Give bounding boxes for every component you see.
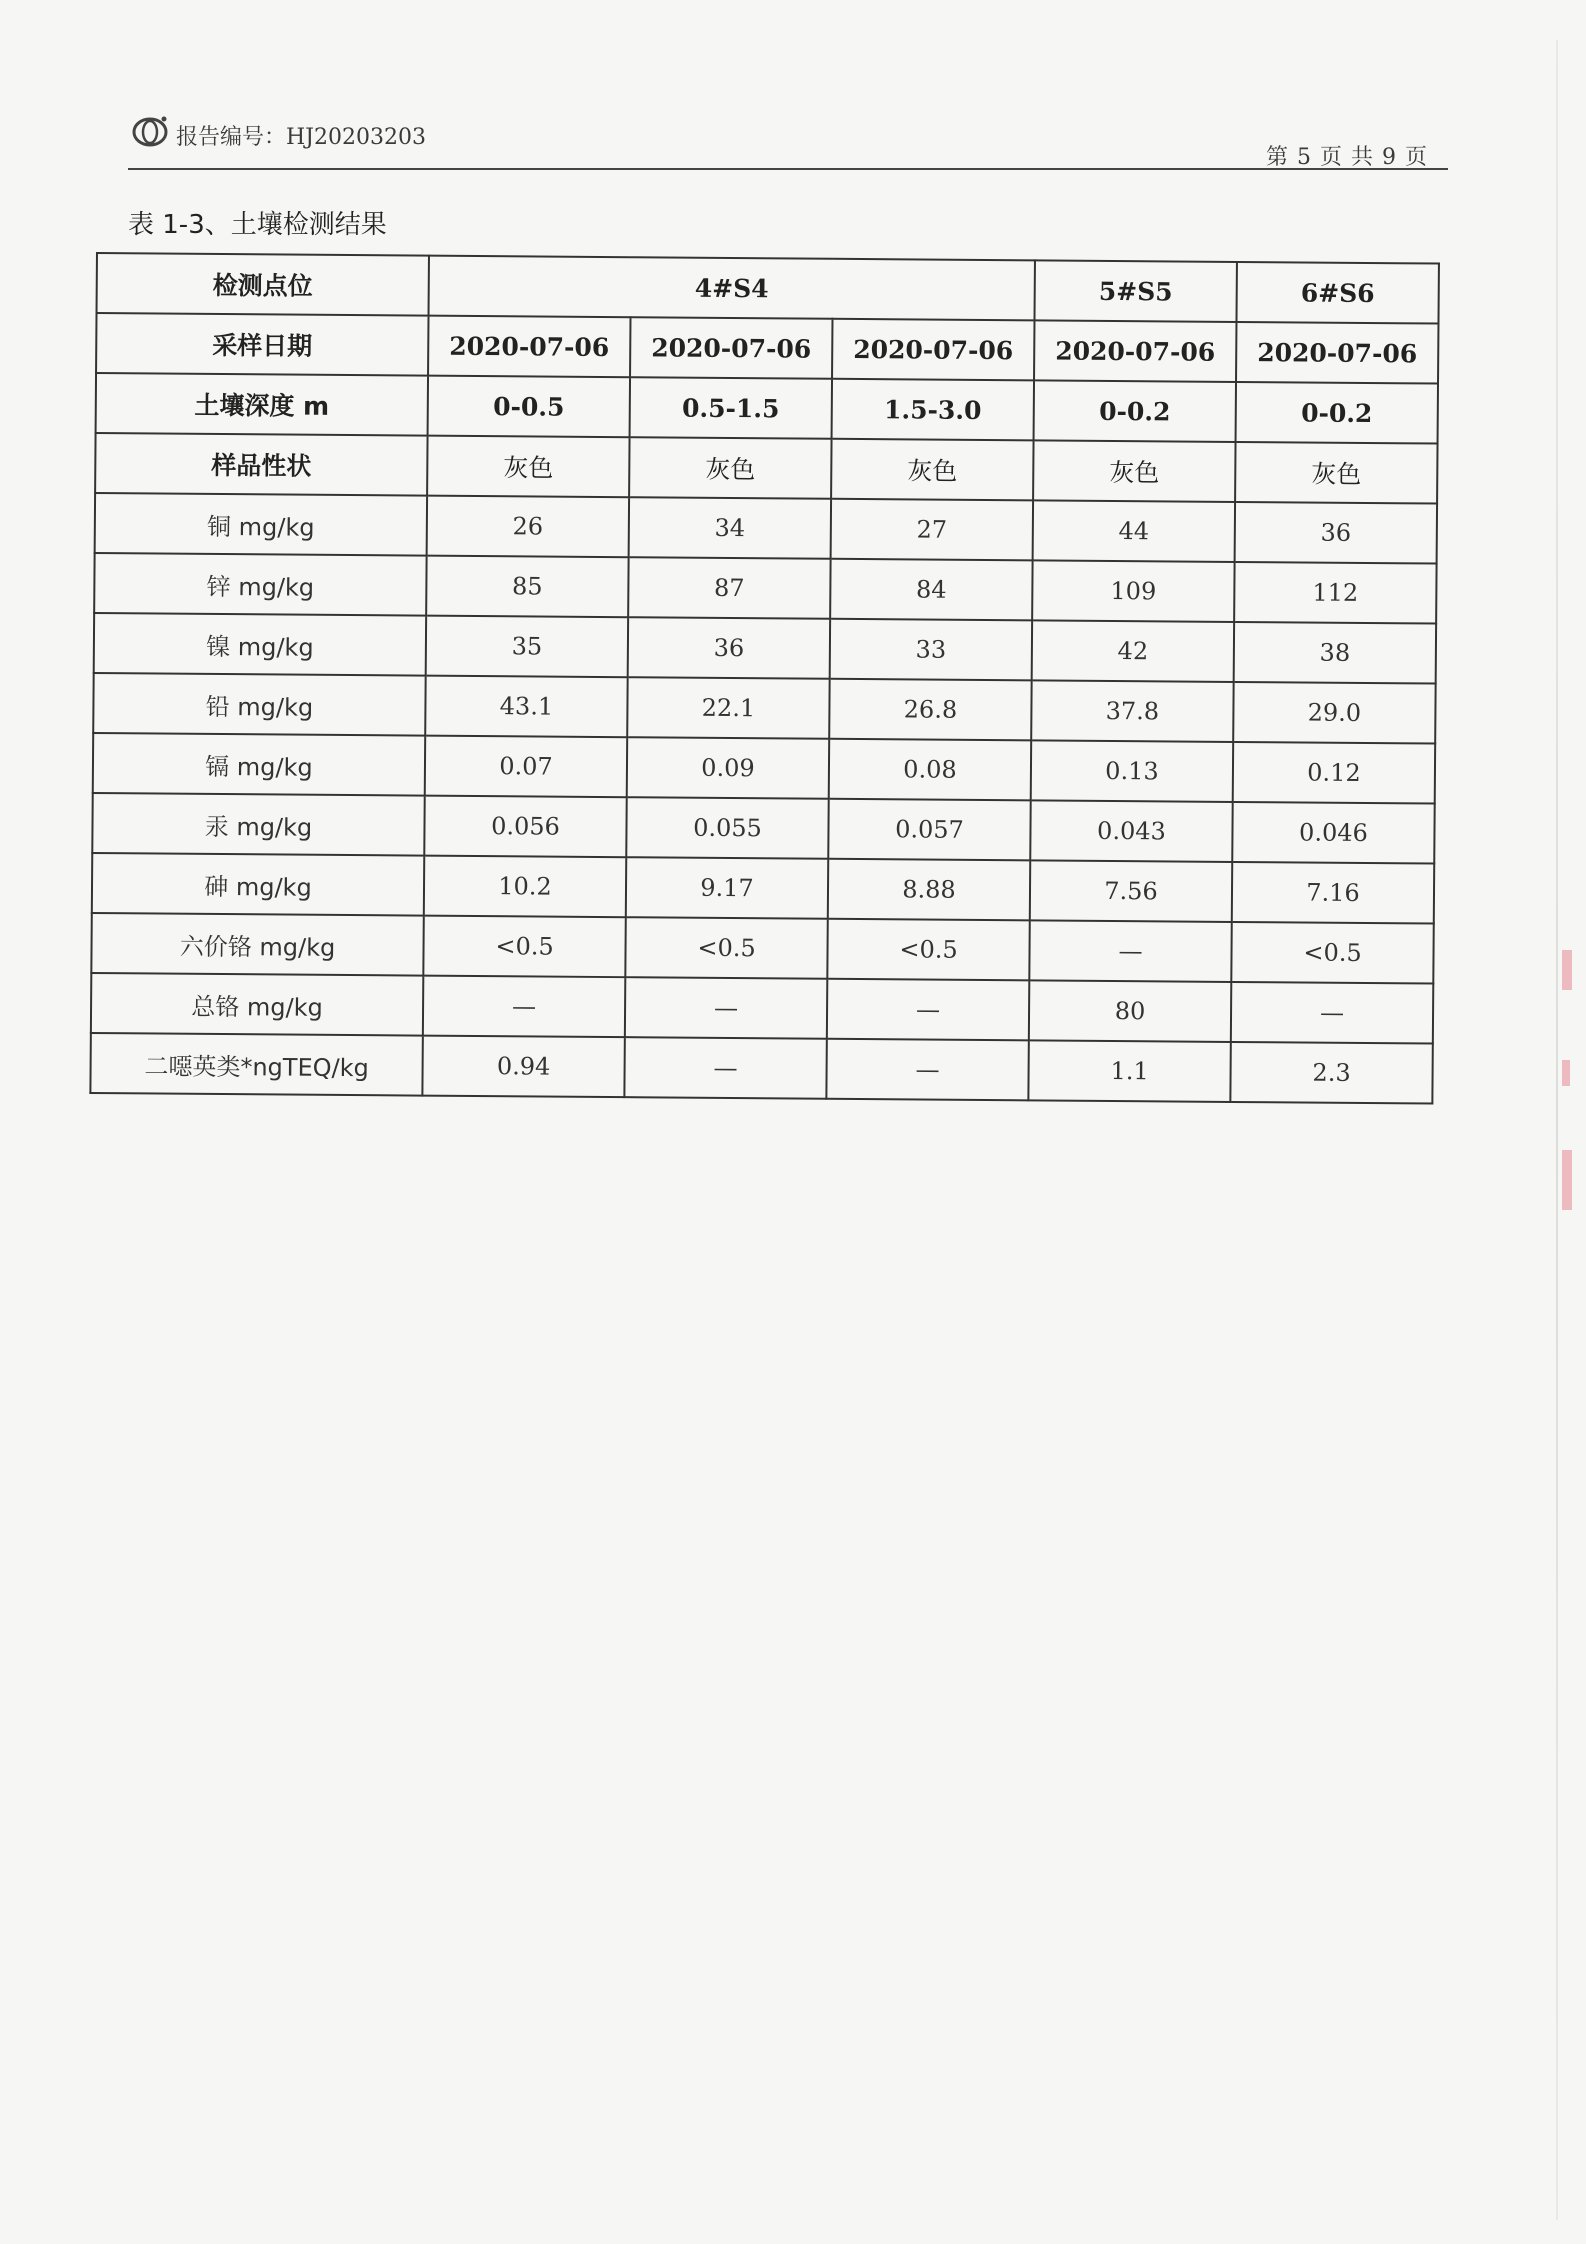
page-edge xyxy=(1556,40,1558,2220)
value-cell: 0.12 xyxy=(1233,742,1435,804)
value-cell: 36 xyxy=(1235,502,1437,564)
row-label: 镉 mg/kg xyxy=(93,733,425,796)
date-cell: 2020-07-06 xyxy=(1034,320,1236,382)
value-cell: — xyxy=(625,977,827,1039)
value-cell: 0.055 xyxy=(626,797,828,859)
value-cell: 33 xyxy=(830,619,1032,681)
table-row xyxy=(92,853,1434,924)
value-cell: 87 xyxy=(628,557,830,619)
value-cell: 0.043 xyxy=(1030,800,1232,862)
depth-cell: 0-0.5 xyxy=(428,376,630,438)
value-cell: 0.13 xyxy=(1031,740,1233,802)
trait-cell: 灰色 xyxy=(1033,440,1235,502)
row-label: 六价铬 mg/kg xyxy=(91,913,423,976)
table-row xyxy=(93,733,1435,804)
table-row xyxy=(94,553,1436,624)
depth-cell: 1.5-3.0 xyxy=(832,379,1034,441)
date-cell: 2020-07-06 xyxy=(1236,322,1438,384)
value-cell: <0.5 xyxy=(1231,922,1433,984)
point-6s6: 6#S6 xyxy=(1236,262,1438,324)
page-header xyxy=(128,108,1448,170)
row-label: 镍 mg/kg xyxy=(94,613,426,676)
trait-cell: 灰色 xyxy=(831,439,1033,501)
value-cell: 26.8 xyxy=(829,679,1031,741)
value-cell: 7.56 xyxy=(1030,860,1232,922)
row-label: 二噁英类*ngTEQ/kg xyxy=(90,1033,422,1096)
trait-cell: 灰色 xyxy=(427,436,629,498)
value-cell: 8.88 xyxy=(828,859,1030,921)
label-date: 采样日期 xyxy=(96,313,428,376)
value-cell: 112 xyxy=(1234,562,1436,624)
value-cell: 29.0 xyxy=(1233,682,1435,744)
value-cell: — xyxy=(827,979,1029,1041)
trait-cell: 灰色 xyxy=(629,437,831,499)
value-cell: — xyxy=(1231,982,1433,1044)
label-depth: 土壤深度 m xyxy=(96,373,428,436)
value-cell: 84 xyxy=(830,559,1032,621)
table-row xyxy=(92,793,1434,864)
value-cell: 0.08 xyxy=(829,739,1031,801)
table-row xyxy=(91,913,1433,984)
value-cell: <0.5 xyxy=(827,919,1029,981)
stamp-mark xyxy=(1562,1150,1572,1210)
depth-cell: 0-0.2 xyxy=(1034,380,1236,442)
label-point: 检测点位 xyxy=(97,253,429,316)
row-label: 铅 mg/kg xyxy=(93,673,425,736)
value-cell: 36 xyxy=(628,617,830,679)
point-4s4: 4#S4 xyxy=(429,256,1035,321)
stamp-mark xyxy=(1562,950,1572,990)
value-cell: 7.16 xyxy=(1232,862,1434,924)
stamp-mark xyxy=(1562,1060,1570,1086)
value-cell: 38 xyxy=(1234,622,1436,684)
value-cell: 0.057 xyxy=(828,799,1030,861)
value-cell: 0.09 xyxy=(627,737,829,799)
table-row xyxy=(93,673,1435,744)
date-cell: 2020-07-06 xyxy=(832,319,1034,381)
value-cell: 1.1 xyxy=(1028,1040,1230,1102)
value-cell: — xyxy=(624,1037,826,1099)
row-label: 锌 mg/kg xyxy=(94,553,426,616)
value-cell: — xyxy=(826,1039,1028,1101)
date-cell: 2020-07-06 xyxy=(428,316,630,378)
value-cell: 22.1 xyxy=(627,677,829,739)
table-row xyxy=(91,973,1433,1044)
depth-cell: 0.5-1.5 xyxy=(630,377,832,439)
value-cell: 0.94 xyxy=(422,1036,624,1098)
row-date xyxy=(96,313,1438,384)
value-cell: 35 xyxy=(426,616,628,678)
soil-results-table xyxy=(89,252,1440,1105)
row-label: 汞 mg/kg xyxy=(92,793,424,856)
value-cell: 34 xyxy=(629,497,831,559)
value-cell: 9.17 xyxy=(626,857,828,919)
row-point xyxy=(97,253,1439,324)
page-number: 第 5 页 共 9 页 xyxy=(1266,145,1428,170)
value-cell: 0.07 xyxy=(425,736,627,798)
table-title: 表 1-3、土壤检测结果 xyxy=(128,210,387,240)
company-logo-icon xyxy=(130,114,170,148)
trait-cell: 灰色 xyxy=(1235,442,1437,504)
value-cell: 37.8 xyxy=(1031,680,1233,742)
row-label: 铜 mg/kg xyxy=(95,493,427,556)
table-row xyxy=(95,493,1437,564)
date-cell: 2020-07-06 xyxy=(630,317,832,379)
row-depth xyxy=(96,373,1438,444)
value-cell: 26 xyxy=(427,496,629,558)
value-cell: 85 xyxy=(426,556,628,618)
value-cell: 43.1 xyxy=(425,676,627,738)
value-cell: — xyxy=(423,976,625,1038)
value-cell: 27 xyxy=(831,499,1033,561)
value-cell: 10.2 xyxy=(424,856,626,918)
label-trait: 样品性状 xyxy=(95,433,427,496)
value-cell: 44 xyxy=(1033,500,1235,562)
value-cell: 0.056 xyxy=(424,796,626,858)
value-cell: 2.3 xyxy=(1230,1042,1432,1104)
row-label: 总铬 mg/kg xyxy=(91,973,423,1036)
value-cell: 109 xyxy=(1032,560,1234,622)
value-cell: 42 xyxy=(1032,620,1234,682)
value-cell: <0.5 xyxy=(625,917,827,979)
value-cell: <0.5 xyxy=(423,916,625,978)
value-cell: 0.046 xyxy=(1232,802,1434,864)
row-trait xyxy=(95,433,1437,504)
value-cell: — xyxy=(1029,920,1231,982)
depth-cell: 0-0.2 xyxy=(1236,382,1438,444)
table-row xyxy=(94,613,1436,684)
row-label: 砷 mg/kg xyxy=(92,853,424,916)
report-number: 报告编号：HJ20203203 xyxy=(176,125,426,150)
table-row xyxy=(90,1033,1432,1104)
value-cell: 80 xyxy=(1029,980,1231,1042)
point-5s5: 5#S5 xyxy=(1034,260,1236,322)
